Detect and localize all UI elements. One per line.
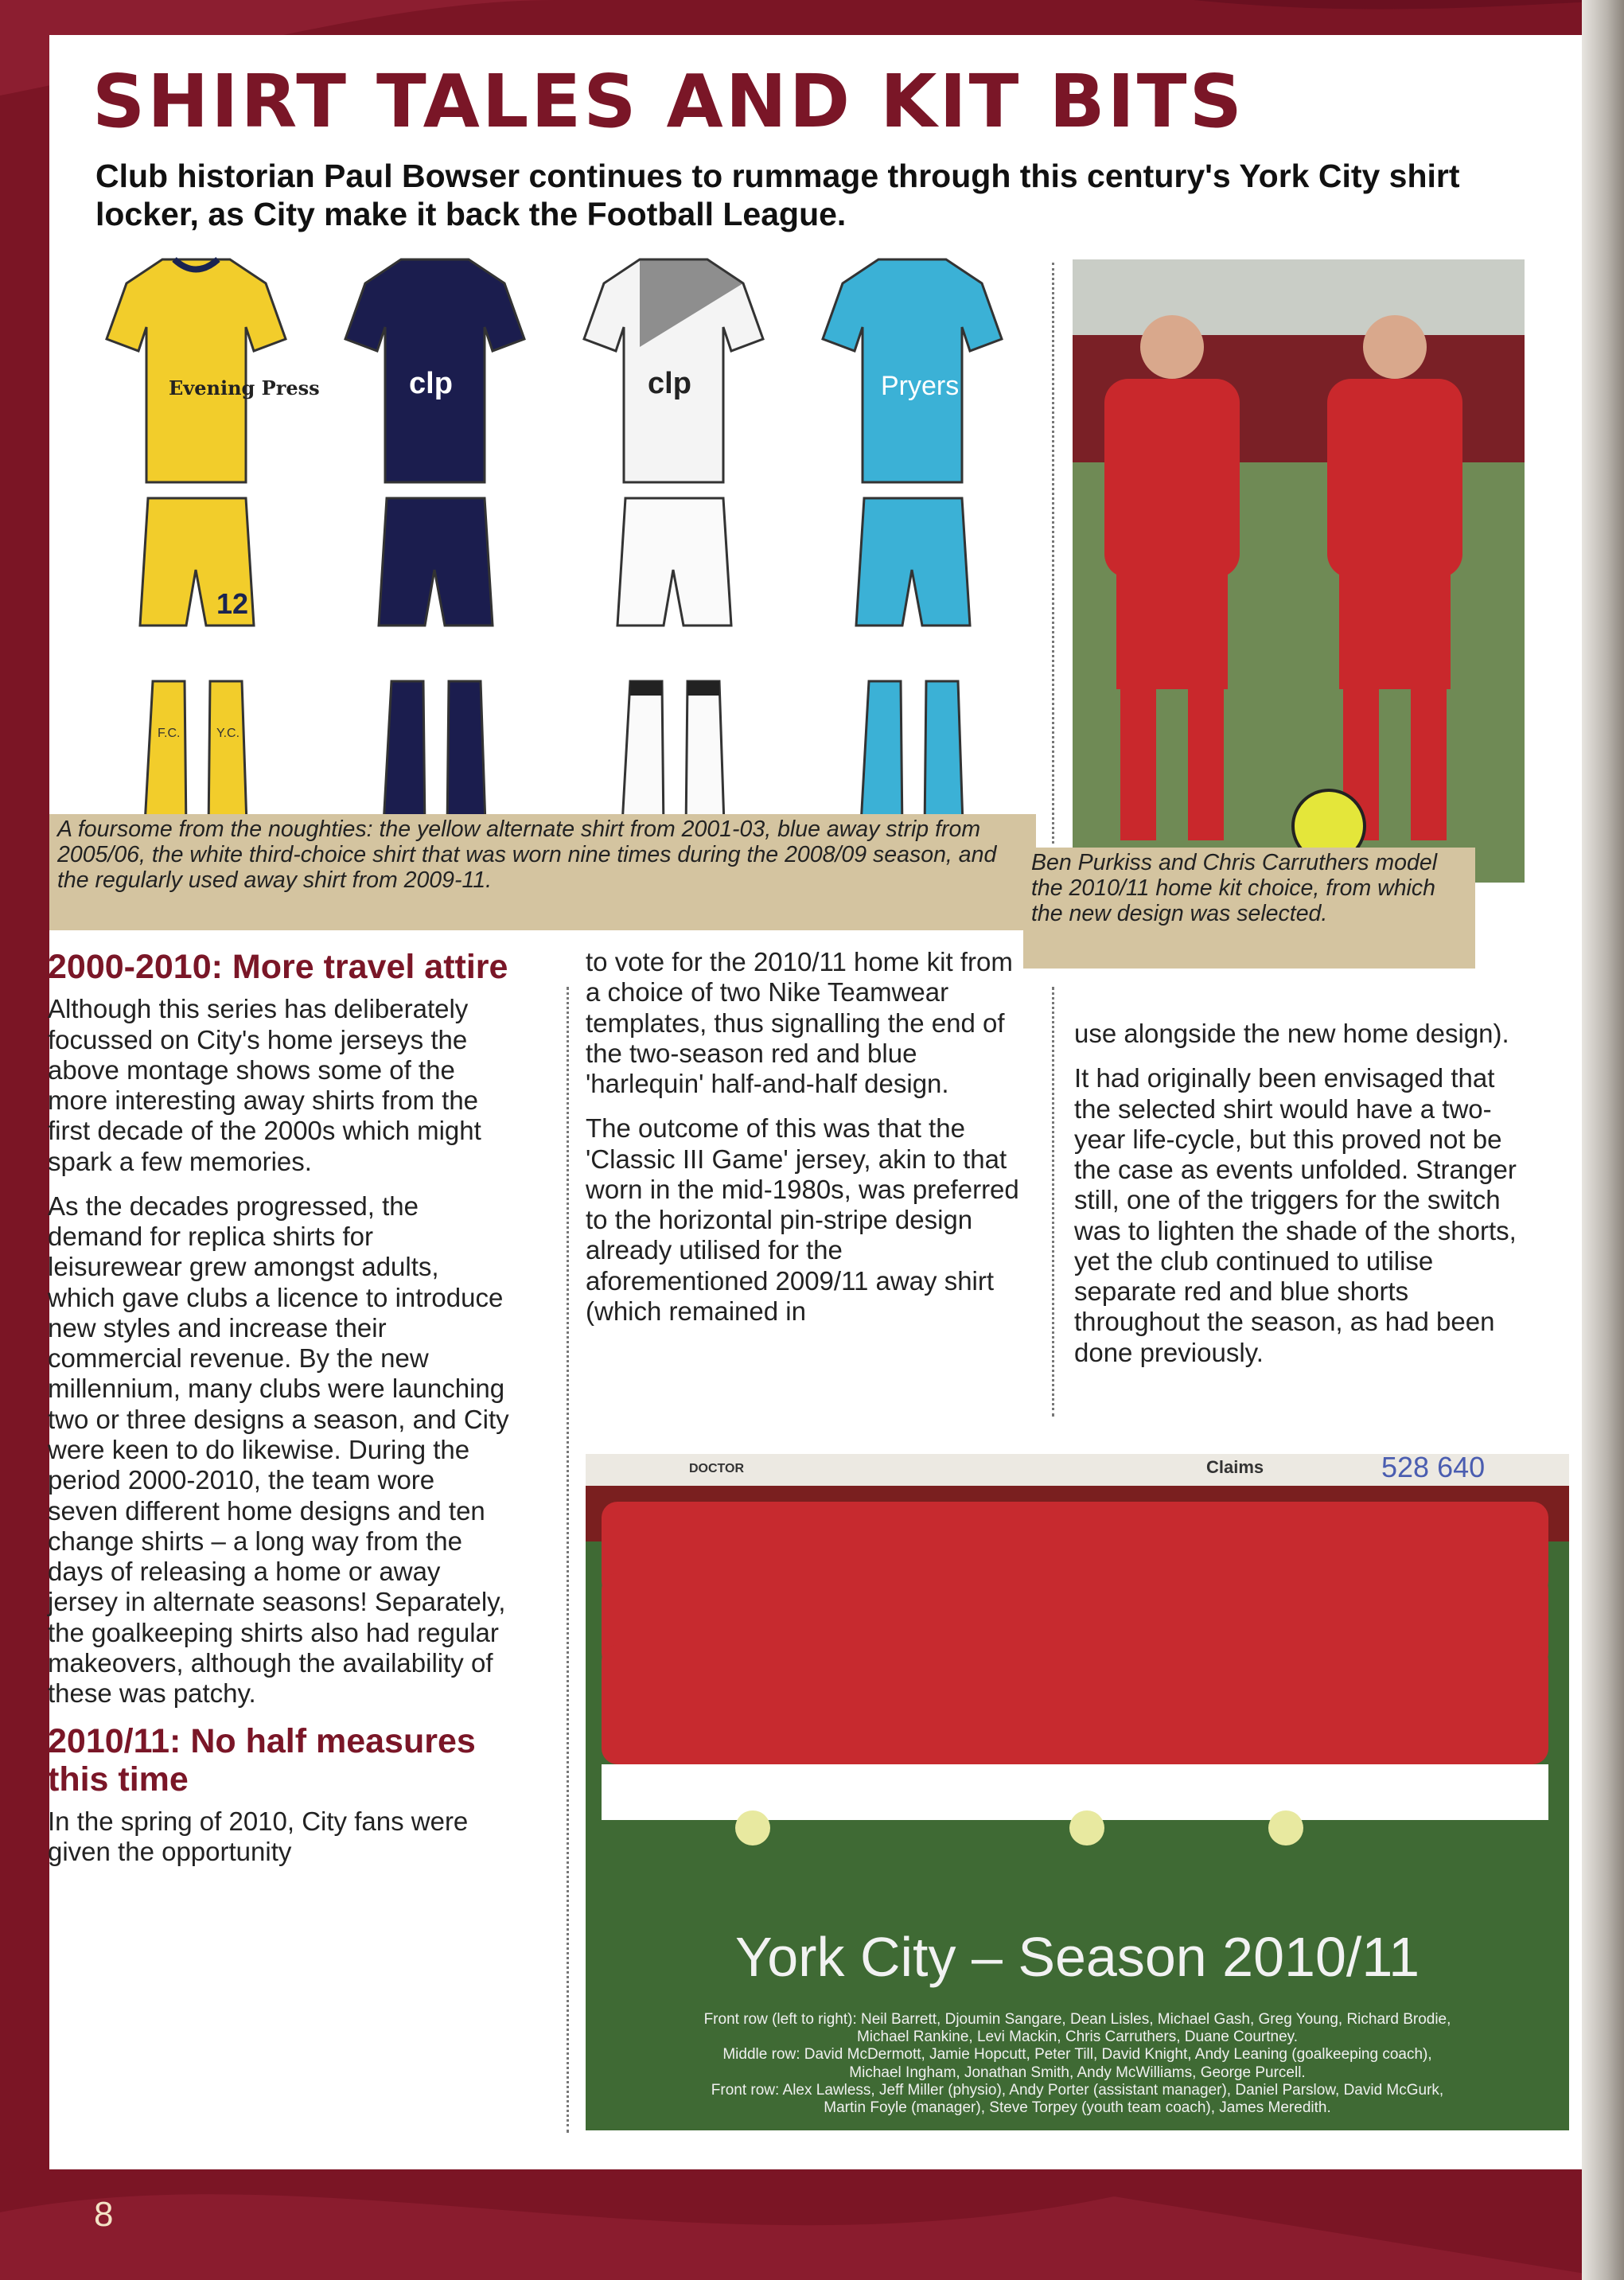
caption-line: Front row: Alex Lawless, Jeff Miller (physio), Andy Porter (assistant manager), Daniel Parslow, David McGurk,	[711, 2081, 1444, 2099]
clp-logo-text: clp	[409, 367, 453, 400]
caption-line: Michael Ingham, Jonathan Smith, Andy McWilliams, George Purcell.	[849, 2064, 1306, 2081]
paragraph: to vote for the 2010/11 home kit from a choice of two Nike Teamwear templates, thus signalling the end of the two-season red and blue 'harlequin' half-and-half design.	[586, 947, 1013, 1099]
paragraph: As the decades progressed, the demand for replica shirts for leisurewear grew amongst adults, which gave clubs a licence to introduce new styles and increase their commercial revenue. By the new millennium, many clubs were launching two or three designs a season, and City were keen to do likewise. During the period 2000-2010, the team wore seven different home designs and ten change shirts – a long way from the days of releasing a home or away jersey in alternate seasons! Separately, the goalkeeping shirts also had regular makeovers, although the availability of these was patchy.	[48, 1191, 509, 1709]
caption-line: Front row (left to right): Neil Barrett, Djoumin Sangare, Dean Lisles, Michael Gash, Greg Young, Richard Brodie,	[703, 2011, 1451, 2028]
board-phone-text: 528 640	[1381, 1451, 1486, 1483]
team-photo-title: York City – Season 2010/11	[734, 1926, 1420, 1988]
team-photo-caption	[602, 2011, 1553, 2117]
white-kit	[584, 259, 763, 836]
page-number: 8	[94, 2195, 114, 2234]
paragraph: The outcome of this was that the 'Classic III Game' jersey, akin to that worn in the mid-1980s, was preferred to the horizontal pin-stripe design already utilised for the aforementioned 2009/11 away shirt (which remained in	[586, 1113, 1019, 1326]
section-heading-2000-2010: 2000-2010: More travel attire	[48, 948, 508, 986]
team-photo	[586, 1451, 1569, 2130]
sock-text-left: F.C.	[158, 727, 181, 740]
column-3	[1074, 1019, 1536, 1382]
yellow-kit	[107, 259, 320, 836]
column-divider-3	[1052, 263, 1054, 844]
clp-logo-text-white: clp	[648, 367, 691, 400]
page-title: SHIRT TALES AND KIT BITS	[92, 59, 1244, 144]
caption-line: Middle row: David McDermott, Jamie Hopcutt, Peter Till, David Knight, Andy Leaning (goalkeeping coach),	[722, 2046, 1432, 2064]
paragraph: It had originally been envisaged that the selected shirt would have a two-year life-cycle, but this proved not be the case as events unfolded. Stranger still, one of the triggers for the switch was to lighten the shade of the shorts, yet the club continued to utilise separate red and blue shorts throughout the season, as had been done previously.	[1074, 1063, 1517, 1367]
column-divider-2	[1052, 987, 1054, 1417]
caption-line: Michael Rankine, Levi Mackin, Chris Carruthers, Duane Courtney.	[856, 2029, 1299, 2046]
page-edge	[1582, 0, 1624, 2280]
pryers-text: Pryers	[881, 371, 960, 401]
players-photo	[1073, 259, 1525, 883]
sock-text-right: Y.C.	[216, 727, 240, 740]
evening-press-text: Evening Press	[169, 376, 320, 399]
page-subtitle: Club historian Paul Bowser continues to rummage through this century's York City shirt locker, as City make it back the Football League.	[95, 158, 1460, 232]
column-1	[48, 949, 509, 1882]
column-2	[586, 947, 1031, 1341]
paragraph: In the spring of 2010, City fans were given the opportunity	[48, 1806, 469, 1867]
board-doctor-text: DOCTOR	[689, 1462, 745, 1475]
shorts-number: 12	[216, 587, 249, 620]
paragraph: Although this series has deliberately focussed on City's home jerseys the above montage shows some of the more interesting away shirts from the first decade of the 2000s which might spark a few memories.	[48, 994, 481, 1176]
players-caption: Ben Purkiss and Chris Carruthers model the 2010/11 home kit choice, from which the new design was selected.	[1023, 848, 1475, 969]
section-heading-2010-11: 2010/11: No half measures this time	[48, 1722, 476, 1799]
paragraph: use alongside the new home design).	[1074, 1019, 1509, 1048]
board-claims-text: Claims	[1206, 1457, 1264, 1477]
caption-line: Martin Foyle (manager), Steve Torpey (youth team coach), James Meredith.	[824, 2099, 1331, 2117]
sky-blue-kit	[823, 259, 1002, 836]
navy-kit	[345, 259, 524, 836]
kit-illustrations	[83, 251, 1093, 856]
kits-caption: A foursome from the noughties: the yellow alternate shirt from 2001-03, blue away strip from 2005/06, the white third-choice shirt that was worn nine times during the 2008/09 season, and the regularly used away shirt from 2009-11.	[49, 814, 1036, 930]
column-divider-1	[567, 987, 569, 2133]
